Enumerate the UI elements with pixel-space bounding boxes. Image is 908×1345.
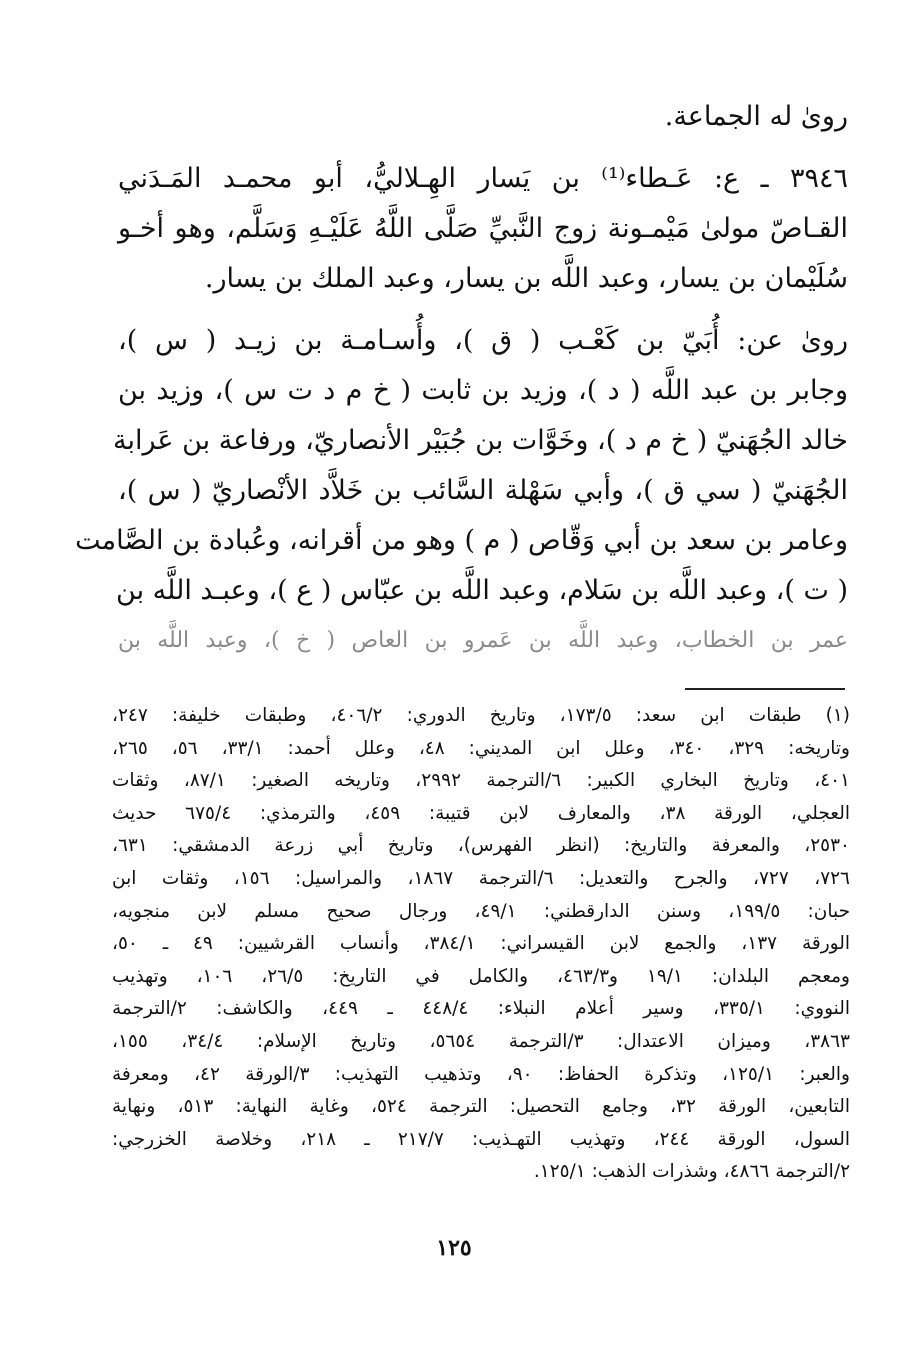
footnote-line: ٢/الترجمة ٤٨٦٦، وشذرات الذهب: ١٢٥/١. bbox=[533, 1161, 850, 1183]
text-line: ٣٩٤٦ ـ ع: عَـطاء⁽¹⁾ بن يَسار الهِـلاليُّ، أبو محمـد المَـدَني bbox=[118, 163, 848, 194]
text-line: خالد الجُهَنيّ ( خ م د )، وخَوَّات بن جُبَيْر الأنصاريّ، ورفاعة بن عَرابة bbox=[113, 425, 848, 456]
footnote-line: الورقة ١٣٧، والجمع لابن القيسراني: ٣٨٤/١، وأنساب القرشيين: ٤٩ ـ ٥٠، bbox=[112, 933, 850, 955]
text-line: ( ت )، وعبد اللَّه بن سَلام، وعبد اللَّه بن عبّاس ( ع )، وعبـد اللَّه بن bbox=[116, 575, 848, 606]
footnote-line: ٣٨٦٣، وميزان الاعتدال: ٣/الترجمة ٥٦٥٤، وتاريخ الإسلام: ٣٤/٤، ١٥٥، bbox=[112, 1030, 850, 1052]
page-number: ١٢٥ bbox=[436, 1235, 472, 1261]
footnote-line: والعبر: ١٢٥/١، وتذكرة الحفاظ: ٩٠، وتذهيب التهذيب: ٣/الورقة ٤٢، ومعرفة bbox=[112, 1063, 850, 1085]
text-line: القـاصّ مولىٰ مَيْمـونة زوج النَّبيِّ صَلَّى اللَّهُ عَلَيْـهِ وَسَلَّم، وهو أخـو bbox=[118, 213, 848, 244]
narrated-from-paragraph bbox=[75, 316, 848, 666]
biography-entry-heading bbox=[118, 154, 848, 304]
previous-entry-tail bbox=[118, 92, 848, 142]
footnote-line: السول، الورقة ٢٤٤، وتهذيب التهـذيب: ٢١٧/٧ ـ ٢١٨، وخلاصة الخزرجي: bbox=[112, 1128, 850, 1150]
footnote-line: العجلي، الورقة ٣٨، والمعارف لابن قتيبة: ٤٥٩، والترمذي: ٦٧٥/٤ حديث bbox=[112, 802, 851, 824]
footnote-line: ٤٠١، وتاريخ البخاري الكبير: ٦/الترجمة ٢٩٩٢، وتاريخه الصغير: ٨٧/١، وثقات bbox=[112, 770, 850, 792]
footnote-separator bbox=[685, 688, 845, 690]
footnotes-block bbox=[112, 700, 850, 1189]
footnote-line: ٧٢٦، ٧٢٧، والجرح والتعديل: ٦/الترجمة ١٨٦٧، والمراسيل: ١٥٦، وثقات ابن bbox=[112, 867, 850, 889]
text-line: روىٰ عن: أُبَيّ بن كَعْـب ( ق )، وأُسـامـة بن زيـد ( س )، bbox=[118, 325, 848, 356]
footnote-line: النووي: ٣٣٥/١، وسير أعلام النبلاء: ٤٤٨/٤ ـ ٤٤٩، والكاشف: ٢/الترجمة bbox=[112, 998, 850, 1020]
text-line: وعامر بن سعد بن أبي وَقّاص ( م ) وهو من أقرانه، وعُبادة بن الصَّامت bbox=[75, 525, 848, 556]
footnote-line: وتاريخه: ٣٢٩، ٣٤٠، وعلل ابن المديني: ٤٨، وعلل أحمد: ٣٣/١، ٥٦، ٢٦٥، bbox=[112, 737, 850, 759]
main-text-block bbox=[75, 92, 848, 666]
text-line: سُلَيْمان بن يسار، وعبد اللَّه بن يسار، وعبد الملك بن يسار. bbox=[204, 263, 848, 294]
footnote-line: التابعين، الورقة ٣٢، وجامع التحصيل: الترجمة ٥٢٤، وغاية النهاية: ٥١٣، ونهاية bbox=[112, 1096, 851, 1118]
text-line: الجُهَنيّ ( سي ق )، وأبي سَهْلة السَّائب بن خَلاَّد الأنْصاريّ ( س )، bbox=[118, 475, 848, 506]
footnote-line: ٢٥٣٠، والمعرفة والتاريخ: (انظر الفهرس)، وتاريخ أبي زرعة الدمشقي: ٦٣١، bbox=[112, 835, 850, 857]
text-line: روىٰ له الجماعة. bbox=[664, 101, 848, 132]
footnote-line: ومعجم البلدان: ١٩/١ و٤٦٣/٣، والكامل في التاريخ: ٢٦/٥، ١٠٦، وتهذيب bbox=[112, 965, 850, 987]
text-line: وجابر بن عبد اللَّه ( د )، وزيد بن ثابت ( خ م د ت س )، وزيد بن bbox=[118, 375, 848, 406]
text-line-faded: عمر بن الخطاب، وعبد اللَّه بن عَمرو بن العاص ( خ )، وعبد اللَّه بن bbox=[118, 628, 848, 653]
footnote-line: (١) طبقات ابن سعد: ١٧٣/٥، وتاريخ الدوري: ٤٠٦/٢، وطبقات خليفة: ٢٤٧، bbox=[112, 705, 851, 726]
footnote-line: حبان: ١٩٩/٥، وسنن الدارقطني: ٤٩/١، ورجال صحيح مسلم لابن منجويه، bbox=[112, 900, 851, 922]
